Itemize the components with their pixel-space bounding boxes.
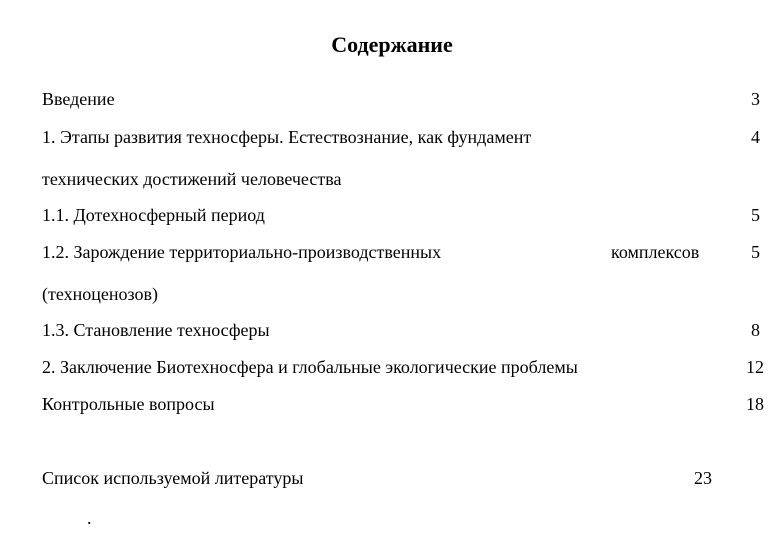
toc-page-number: 5	[751, 242, 760, 262]
toc-entry-references: Список используемой литературы	[42, 468, 304, 488]
toc-page-number: 8	[751, 320, 760, 340]
trailing-dot: .	[87, 508, 92, 528]
toc-entry-section-1-2: 1.2. Зарождение территориально-производственных	[42, 242, 442, 262]
toc-entry-section-1-3: 1.3. Становление техносферы	[42, 320, 270, 340]
toc-page-number: 12	[746, 357, 764, 377]
toc-page-number: 5	[751, 205, 760, 225]
toc-entry-section-1-2-word: комплексов	[611, 242, 700, 262]
toc-entry-section-1: 1. Этапы развития техносферы. Естествознание, как фундамент	[42, 127, 532, 147]
toc-entry-section-1-1: 1.1. Дотехносферный период	[42, 205, 265, 225]
toc-page-number: 3	[751, 89, 760, 109]
page-title: Содержание	[331, 32, 453, 57]
toc-entry-section-1-2-continued: (техноценозов)	[42, 284, 158, 304]
toc-page-number: 4	[751, 127, 760, 147]
toc-entry-review-questions: Контрольные вопросы	[42, 394, 215, 414]
toc-entry-section-2: 2. Заключение Биотехносфера и глобальные экологические проблемы	[42, 357, 578, 377]
toc-page-number: 18	[746, 394, 764, 414]
toc-entry-introduction: Введение	[42, 89, 115, 109]
toc-page-number: 23	[694, 468, 712, 488]
toc-entry-section-1-continued: технических достижений человечества	[42, 169, 342, 189]
